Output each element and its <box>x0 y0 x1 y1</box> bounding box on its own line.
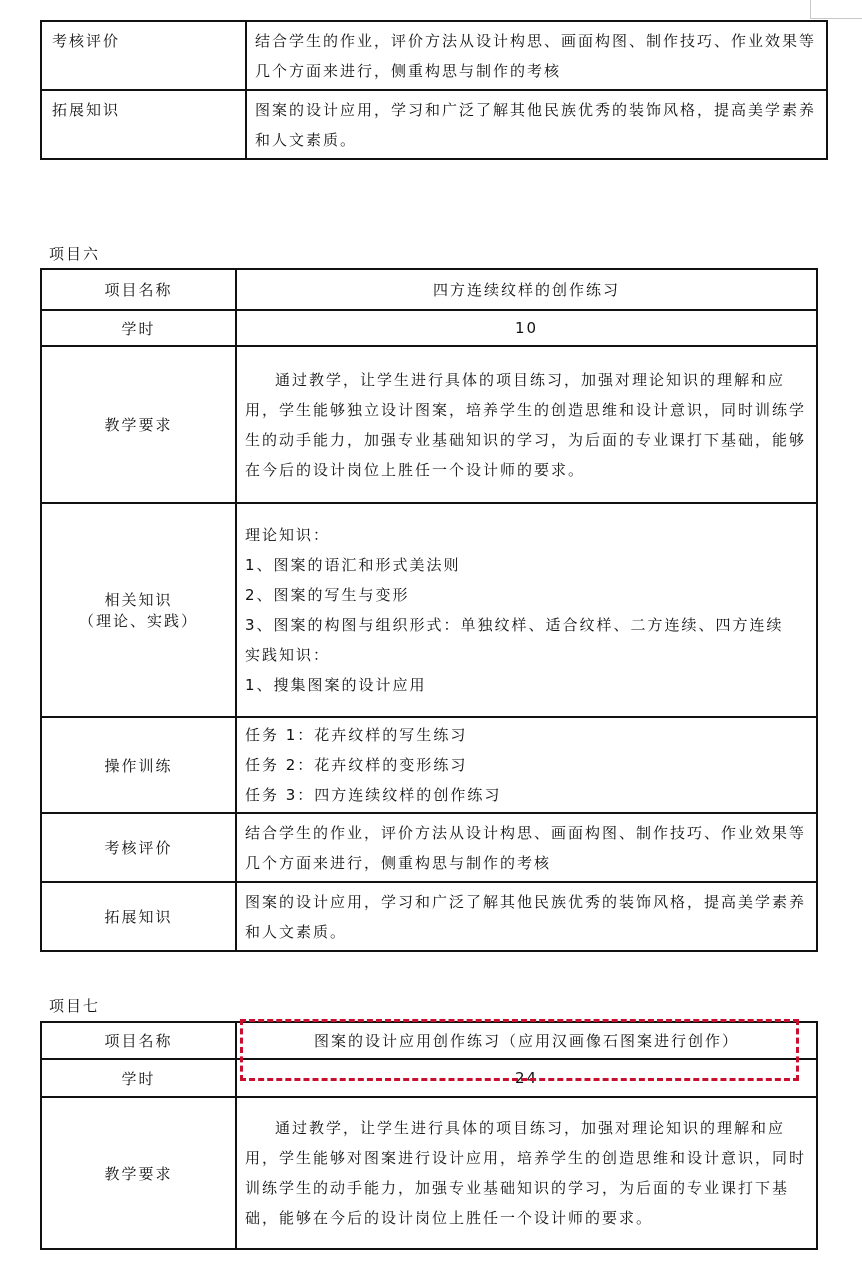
hours-value: 24 <box>236 1059 817 1097</box>
project-name-label: 项目名称 <box>41 269 236 310</box>
table-row <box>41 21 827 90</box>
knowledge-line: 2、图案的写生与变形 <box>245 586 410 604</box>
section-title-project7: 项目七 <box>49 997 101 1015</box>
knowledge-line: 3、图案的构图与组织形式：单独纹样、适合纹样、二方连续、四方连续 <box>245 616 784 634</box>
table-row <box>41 310 817 346</box>
section-title-project6: 项目六 <box>49 245 101 263</box>
knowledge-line: 1、搜集图案的设计应用 <box>245 676 427 694</box>
extension-label: 拓展知识 <box>41 90 246 159</box>
table-row <box>41 1097 817 1249</box>
project6-table <box>40 268 818 952</box>
knowledge-line: 1、图案的语汇和形式美法则 <box>245 556 461 574</box>
table-row <box>41 813 817 882</box>
training-value <box>236 717 817 813</box>
previous-project-table <box>40 20 828 160</box>
project-name-label: 项目名称 <box>41 1022 236 1059</box>
knowledge-label-main: 相关知识 <box>104 591 173 609</box>
table-row <box>41 882 817 951</box>
hours-label: 学时 <box>41 310 236 346</box>
hours-value: 10 <box>236 310 817 346</box>
project-name-value: 四方连续纹样的创作练习 <box>236 269 817 310</box>
training-task: 任务 3：四方连续纹样的创作练习 <box>245 786 502 804</box>
project7-table <box>40 1021 818 1250</box>
requirements-value: 通过教学，让学生进行具体的项目练习，加强对理论知识的理解和应用，学生能够独立设计图案，培养学生的创造思维和设计意识，同时训练学生的动手能力，加强专业基础知识的学习，为后面的专业课打下基础，能够在今后的设计岗位上胜任一个设计师的要求。 <box>236 346 817 503</box>
table-row <box>41 1059 817 1097</box>
training-task: 任务 1：花卉纹样的写生练习 <box>245 726 468 744</box>
knowledge-value <box>236 503 817 717</box>
table-row <box>41 1022 817 1059</box>
assessment-value: 结合学生的作业，评价方法从设计构思、画面构图、制作技巧、作业效果等几个方面来进行，侧重构思与制作的考核 <box>246 21 827 90</box>
table-row <box>41 346 817 503</box>
table-row <box>41 90 827 159</box>
knowledge-label <box>41 503 236 717</box>
knowledge-line: 理论知识： <box>245 526 331 544</box>
page-corner-mark <box>810 0 862 19</box>
assessment-label: 考核评价 <box>41 813 236 882</box>
hours-label: 学时 <box>41 1059 236 1097</box>
table-row <box>41 269 817 310</box>
extension-label: 拓展知识 <box>41 882 236 951</box>
training-task: 任务 2：花卉纹样的变形练习 <box>245 756 468 774</box>
extension-value: 图案的设计应用，学习和广泛了解其他民族优秀的装饰风格，提高美学素养和人文素质。 <box>246 90 827 159</box>
extension-value: 图案的设计应用，学习和广泛了解其他民族优秀的装饰风格，提高美学素养和人文素质。 <box>236 882 817 951</box>
requirements-label: 教学要求 <box>41 1097 236 1249</box>
project-name-value: 图案的设计应用创作练习（应用汉画像石图案进行创作） <box>236 1022 817 1059</box>
table-row <box>41 717 817 813</box>
training-label: 操作训练 <box>41 717 236 813</box>
knowledge-label-sub: （理论、实践） <box>78 612 198 630</box>
knowledge-line: 实践知识： <box>245 646 331 664</box>
table-row <box>41 503 817 717</box>
assessment-value: 结合学生的作业，评价方法从设计构思、画面构图、制作技巧、作业效果等几个方面来进行，侧重构思与制作的考核 <box>236 813 817 882</box>
requirements-label: 教学要求 <box>41 346 236 503</box>
requirements-value: 通过教学，让学生进行具体的项目练习，加强对理论知识的理解和应用，学生能够对图案进行设计应用，培养学生的创造思维和设计意识，同时训练学生的动手能力，加强专业基础知识的学习，为后面的专业课打下基础，能够在今后的设计岗位上胜任一个设计师的要求。 <box>236 1097 817 1249</box>
assessment-label: 考核评价 <box>41 21 246 90</box>
